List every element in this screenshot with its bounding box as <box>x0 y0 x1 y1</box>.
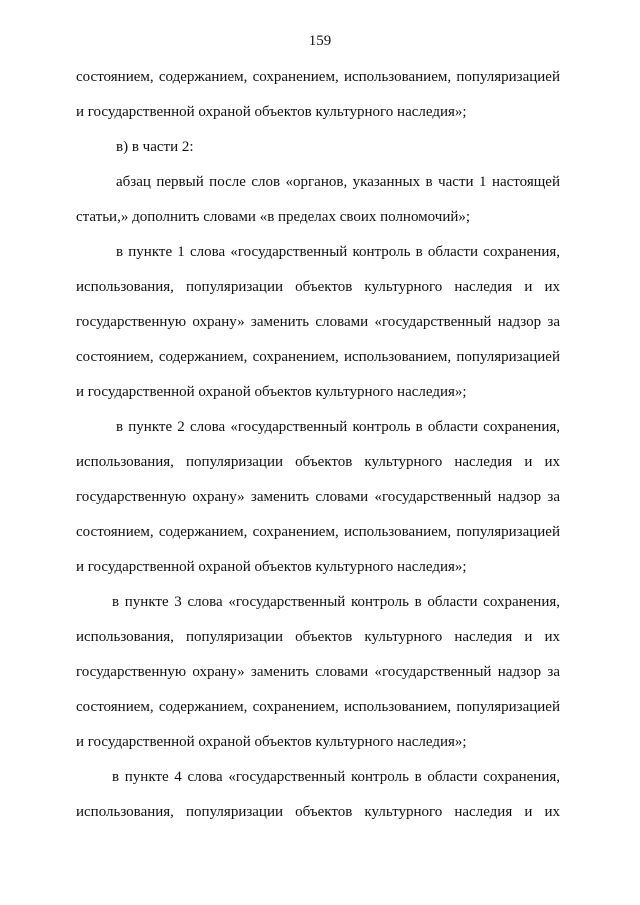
text-line: использования, популяризации объектов культурного наследия и их <box>76 804 560 820</box>
text-line: в пункте 4 слова «государственный контроль в области сохранения, <box>112 769 560 785</box>
text-line: абзац первый после слов «органов, указанных в части 1 настоящей <box>116 174 560 190</box>
text-line: и государственной охраной объектов культурного наследия»; <box>76 734 467 750</box>
text-line: и государственной охраной объектов культурного наследия»; <box>76 384 467 400</box>
page-number: 159 <box>308 33 332 49</box>
text-line: государственную охрану» заменить словами «государственный надзор за <box>76 664 560 680</box>
text-line: в) в части 2: <box>116 139 194 155</box>
text-line: состоянием, содержанием, сохранением, использованием, популяризацией <box>76 69 560 85</box>
text-line: и государственной охраной объектов культурного наследия»; <box>76 104 467 120</box>
text-line: использования, популяризации объектов культурного наследия и их <box>76 279 560 295</box>
text-line: использования, популяризации объектов культурного наследия и их <box>76 454 560 470</box>
text-line: в пункте 3 слова «государственный контроль в области сохранения, <box>112 594 560 610</box>
text-line: государственную охрану» заменить словами «государственный надзор за <box>76 489 560 505</box>
text-line: использования, популяризации объектов культурного наследия и их <box>76 629 560 645</box>
text-line: состоянием, содержанием, сохранением, использованием, популяризацией <box>76 349 560 365</box>
text-line: в пункте 2 слова «государственный контроль в области сохранения, <box>116 419 560 435</box>
text-line: и государственной охраной объектов культурного наследия»; <box>76 559 467 575</box>
text-line: государственную охрану» заменить словами «государственный надзор за <box>76 314 560 330</box>
text-line: состоянием, содержанием, сохранением, использованием, популяризацией <box>76 524 560 540</box>
text-line: состоянием, содержанием, сохранением, использованием, популяризацией <box>76 699 560 715</box>
document-body <box>76 60 560 830</box>
text-line: в пункте 1 слова «государственный контроль в области сохранения, <box>116 244 560 260</box>
text-line: статьи,» дополнить словами «в пределах своих полномочий»; <box>76 209 471 225</box>
